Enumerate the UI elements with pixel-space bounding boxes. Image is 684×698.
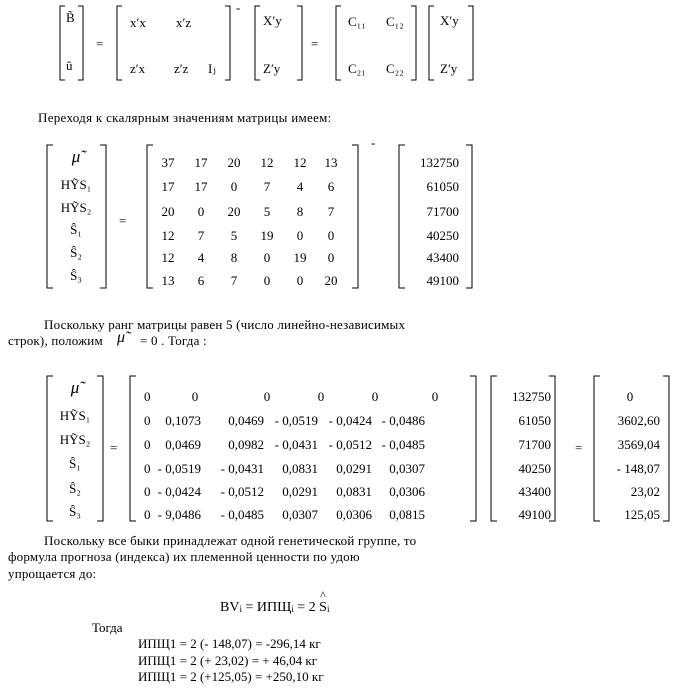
eq2-cell: 20	[227, 155, 241, 170]
eq1-equals-2: =	[311, 36, 319, 51]
eq3-cell: 0,0831	[282, 461, 318, 476]
eq2-cell: 0	[263, 250, 271, 265]
eq2-matrix-right-bracket	[352, 145, 358, 288]
eq1-inverse-mark: -	[236, 0, 241, 15]
eq3-result-cell: 23,02	[630, 484, 660, 499]
paragraph-genetic-line2: формула прогноза (индекса) их племенной ценности по удою	[8, 549, 360, 564]
eq2-vec-cell: 43400	[426, 250, 459, 265]
eq1-m22: z′z	[174, 61, 189, 76]
eq2-cell: 12	[293, 155, 307, 170]
eq3-matrix-right-bracket	[470, 376, 476, 521]
eq3-cell: 0	[144, 507, 151, 522]
eq3-vec-cell: 61050	[518, 413, 551, 428]
eq1-equals: =	[96, 36, 104, 51]
eq3-cell: - 0,0519	[274, 413, 318, 428]
eq3-result-right-bracket	[663, 376, 669, 521]
mu-symbol: μ̃	[117, 329, 126, 346]
eq1-cmatrix-left-bracket	[336, 6, 341, 80]
eq2-cell: 13	[324, 155, 338, 170]
eq3-label: HỸS₂	[59, 432, 91, 447]
eq3-cell: 0,0306	[336, 507, 372, 522]
eq2-label: Ŝ₁	[70, 222, 82, 237]
eq3-cell: 0,0306	[389, 484, 425, 499]
eq2-cell: 0	[197, 204, 205, 219]
eq3-cell: 0,0307	[282, 507, 318, 522]
result-line-2: ИПЩ1 = 2 (+ 23,02) = + 46,04 кг	[138, 653, 318, 668]
eq3-cell: 0	[144, 389, 151, 404]
bv-symbol: BV	[220, 600, 240, 615]
eq3-cell: - 9,0486	[157, 507, 201, 522]
eq2-label: μ̃	[71, 147, 81, 166]
eq3-cell: - 0,0512	[328, 437, 372, 452]
togda-label: Тогда	[92, 620, 123, 635]
eq2-cell: 0	[263, 273, 271, 288]
eq2-cell: 19	[260, 228, 274, 243]
eq3-vec-cell: 43400	[518, 484, 551, 499]
eq3-cell: 0,0291	[336, 461, 372, 476]
eq3-matrix-left-bracket	[130, 376, 136, 521]
eq2-label: HỸS₁	[60, 177, 92, 192]
eq2-label: HỸS₂	[60, 200, 92, 215]
eq3-cell: - 0,0431	[274, 437, 318, 452]
eq3-vec-cell: 132750	[512, 389, 551, 404]
eq3-result-cell: - 148,07	[616, 461, 660, 476]
eq3-cell: - 0,0431	[220, 461, 264, 476]
eq2-cell: 19	[293, 250, 307, 265]
eq2-cell: 0	[327, 250, 335, 265]
eq3-cell: - 0,0485	[220, 507, 264, 522]
eq2-vec-cell: 61050	[426, 179, 459, 194]
eq3-cell: 0	[371, 389, 379, 404]
result-line-1: ИПЩ1 = 2 (- 148,07) = -296,14 кг	[138, 636, 321, 651]
paragraph-rank-line1: Поскольку ранг матрицы равен 5 (число линейно-независимых	[44, 317, 406, 332]
eq2-cell: 17	[161, 179, 175, 194]
eq3-vec-cell: 71700	[518, 437, 551, 452]
eq2-cell: 20	[161, 204, 175, 219]
eq1-matrix-right-bracket	[225, 6, 230, 80]
eq3-cell: 0	[263, 389, 271, 404]
eq1-lhs-b: B̃	[66, 10, 75, 25]
eq3-result-cell: 125,05	[624, 507, 660, 522]
eq1-cmatrix-right-bracket	[411, 6, 416, 80]
eq1-lhs-left-bracket	[60, 6, 65, 80]
eq3-label: HỸS₁	[59, 408, 91, 423]
eq2-inverse-mark: -	[371, 135, 376, 150]
eq2-cell: 4	[197, 250, 205, 265]
eq1-matrix-left-bracket	[117, 6, 122, 80]
paragraph-scalar-intro: Переходя к скалярным значениям матрицы имеем:	[38, 110, 332, 125]
eq2-cell: 13	[161, 273, 175, 288]
eq1-vec2-xy: X′y	[440, 13, 459, 28]
eq2-cell: 8	[230, 250, 238, 265]
eq2-cell: 7	[230, 273, 238, 288]
eq1-vec-right-bracket	[297, 6, 302, 80]
eq3-cell: 0	[144, 461, 151, 476]
eq2-cell: 8	[296, 204, 304, 219]
eq3-label: Ŝ₂	[69, 481, 81, 496]
eq3-result-cell: 0	[626, 389, 634, 404]
eq2-cell: 0	[327, 228, 335, 243]
eq3-cell: 0,0291	[282, 484, 318, 499]
eq2-cell: 12	[161, 250, 175, 265]
eq2-cell: 7	[197, 228, 205, 243]
eq3-cell: 0,1073	[165, 413, 201, 428]
eq3-cell: 0	[144, 413, 151, 428]
paragraph-genetic-line1: Поскольку все быки принадлежат одной генетической группе, то	[44, 533, 417, 548]
eq3-cell: - 0,0424	[157, 484, 201, 499]
eq3-cell: 0,0831	[336, 484, 372, 499]
eq2-vec-cell: 132750	[420, 155, 459, 170]
eq1-c21: C₂₁	[348, 61, 366, 76]
eq3-vec-cell: 49100	[518, 507, 551, 522]
eq3-cell: 0	[317, 389, 325, 404]
eq2-cell: 37	[161, 155, 175, 170]
eq2-cell: 7	[263, 179, 271, 194]
eq2-cell: 5	[263, 204, 271, 219]
eq1-vec-zy: Z′y	[263, 61, 281, 76]
eq2-cell: 7	[327, 204, 335, 219]
paragraph-genetic-line3: упрощается до:	[8, 566, 97, 581]
eq2-cell: 12	[161, 228, 175, 243]
eq1-c12: C₁₂	[386, 14, 404, 29]
eq2-cell: 0	[296, 228, 304, 243]
eq3-cell: - 0,0519	[157, 461, 201, 476]
eq3-label: Ŝ₃	[69, 504, 81, 519]
eq2-vec-right-bracket	[466, 145, 472, 288]
eq3-cell: 0,0982	[228, 437, 264, 452]
eq2-cell: 6	[327, 179, 335, 194]
eq2-cell: 0	[296, 273, 304, 288]
bv-formula: $BV_i = ИПЩ_i = 2$ ^ $S_i$	[220, 588, 330, 615]
eq3-cell: - 0,0485	[381, 437, 425, 452]
eq3-cell: 0,0815	[389, 507, 425, 522]
eq3-cell: 0	[191, 389, 199, 404]
eq3-cell: - 0,0486	[381, 413, 425, 428]
eq1-vec-xy: X′y	[263, 13, 282, 28]
eq2-cell: 17	[194, 179, 208, 194]
eq2-cell: 12	[260, 155, 274, 170]
eq1-c11: C₁₁	[348, 14, 366, 29]
eq2-vec-cell: 40250	[426, 228, 459, 243]
eq3-result-cell: 3602,60	[617, 413, 660, 428]
eq1-lhs-right-bracket	[78, 6, 83, 80]
eq3-cell: 0,0469	[165, 437, 201, 452]
eq3-cell: 0	[144, 437, 151, 452]
eq2-label: Ŝ₂	[70, 245, 82, 260]
eq2-cell: 17	[194, 155, 208, 170]
eq1-lhs-u: û	[66, 58, 73, 73]
s-hat: ^ S	[319, 588, 327, 615]
eq2-equals: =	[119, 213, 127, 228]
eq1-vec2-zy: Z′y	[440, 61, 458, 76]
eq3-result-cell: 3569,04	[617, 437, 660, 452]
eq3-cell: 0,0307	[389, 461, 425, 476]
eq2-cell: 20	[324, 273, 338, 288]
eq1-c22: C₂₂	[386, 61, 404, 76]
eq1-m22-identity: Iⱼ	[208, 61, 216, 76]
eq2-label: Ŝ₃	[70, 268, 82, 283]
eq1-vec-left-bracket	[255, 6, 260, 80]
eq3-label: Ŝ₁	[69, 456, 81, 471]
eq3-cell: 0,0469	[228, 413, 264, 428]
eq1-vec2-left-bracket	[429, 6, 434, 80]
eq3-vec-cell: 40250	[518, 461, 551, 476]
eq3-cell: - 0,0512	[220, 484, 264, 499]
result-line-3: ИПЩ1 = 2 (+125,05) = +250,10 кг	[138, 669, 324, 684]
eq3-equals-2: =	[575, 440, 583, 455]
eq3-equals: =	[110, 440, 118, 455]
paragraph-rank-line2-end: = 0 . Тогда :	[140, 333, 207, 348]
eq1-m12: x′z	[176, 15, 192, 30]
eq1-vec2-right-bracket	[468, 6, 473, 80]
eq3-cell: 0	[144, 484, 151, 499]
eq2-cell: 4	[296, 179, 304, 194]
eq3-cell: 0	[431, 389, 439, 404]
eq2-cell: 5	[230, 228, 238, 243]
eq2-cell: 6	[197, 273, 205, 288]
eq2-vec-cell: 49100	[426, 273, 459, 288]
eq2-cell: 0	[230, 179, 238, 194]
paragraph-rank-line2: строк), положим	[8, 333, 103, 348]
eq1-m11: x′x	[130, 15, 146, 30]
eq2-matrix-left-bracket	[147, 145, 153, 288]
eq1-m21: z′x	[130, 61, 146, 76]
eq3-cell: - 0,0424	[328, 413, 372, 428]
eq2-cell: 20	[227, 204, 241, 219]
eq3-label: μ̃	[70, 378, 80, 397]
eq2-vec-cell: 71700	[426, 204, 459, 219]
